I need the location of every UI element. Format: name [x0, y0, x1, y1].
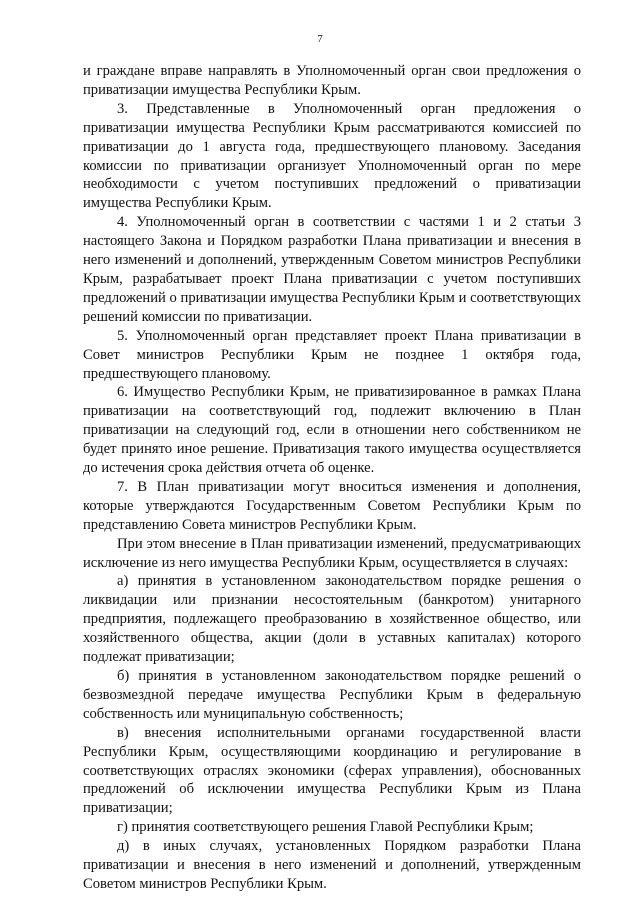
paragraph-subitem-g: г) принятия соответствующего решения Главой Республики Крым;	[117, 819, 534, 836]
paragraph-item-6: 6. Имущество Республики Крым, не приватизированное в рамках Плана приватизации на соответствующий год, подлежит включению в План приватизации на следующий год, если в отношении него собственником не будет принято иное решение. Приватизация такого имущества осуществляется до истечения срока действия отчета об оценке.	[83, 384, 581, 477]
paragraph-subitem-a: а) принятия в установленном законодательством порядке решения о ликвидации или признании несостоятельным (банкротом) унитарного предприятия, подлежащего преобразованию в хозяйственное общество, или хозяйственного общества, акции (доли в уставных капиталах) которого подлежат приватизации;	[83, 573, 581, 666]
paragraph-item-7: 7. В План приватизации могут вноситься изменения и дополнения, которые утверждаются Государственным Советом Республики Крым по представлению Совета министров Республики Крым.	[83, 478, 581, 533]
paragraph-exclusion-cases: При этом внесение в План приватизации изменений, предусматривающих исключение из него имущества Республики Крым, осуществляется в случаях:	[83, 535, 581, 571]
paragraph-subitem-b: б) принятия в установленном законодательством порядке решений о безвозмездной передаче имущества Республики Крым в федеральную собственность или муниципальную собственность;	[83, 668, 581, 722]
paragraph-item-3: 3. Представленные в Уполномоченный орган предложения о приватизации имущества Республики Крым рассматриваются комиссией по приватизации до 1 августа года, предшествующего плановому. Заседания комиссии по приватизации организует Уполномоченный орган по мере необходимости с учетом поступивших предложений о приватизации имущества Республики Крым.	[83, 100, 581, 212]
paragraph-subitem-v: в) внесения исполнительными органами государственной власти Республики Крым, осуществляющими координацию и регулирование в соответствующих отраслях экономики (сферах управления), обоснованных предложений об исключении имущества Республики Крым из Плана приватизации;	[83, 724, 581, 817]
page-number: 7	[317, 33, 323, 45]
paragraph-subitem-d: д) в иных случаях, установленных Порядком разработки Плана приватизации и внесения в него изменений и дополнений, утвержденным Советом министров Республики Крым.	[83, 838, 581, 892]
paragraph-item-4: 4. Уполномоченный орган в соответствии с частями 1 и 2 статьи 3 настоящего Закона и Порядком разработки Плана приватизации и внесения в него изменений и дополнений, утвержденным Советом министров Республики Крым, разрабатывает проект Плана приватизации с учетом поступивших предложений о приватизации имущества Республики Крым и соответствующих решений комиссии по приватизации.	[83, 214, 581, 325]
paragraph-item-5: 5. Уполномоченный орган представляет проект Плана приватизации в Совет министров Республики Крым не позднее 1 октября года, предшествующего плановому.	[83, 327, 581, 382]
document-body	[83, 62, 581, 894]
paragraph-continuation: и граждане вправе направлять в Уполномоченный орган свои предложения о приватизации имущества Республики Крым.	[83, 63, 581, 98]
